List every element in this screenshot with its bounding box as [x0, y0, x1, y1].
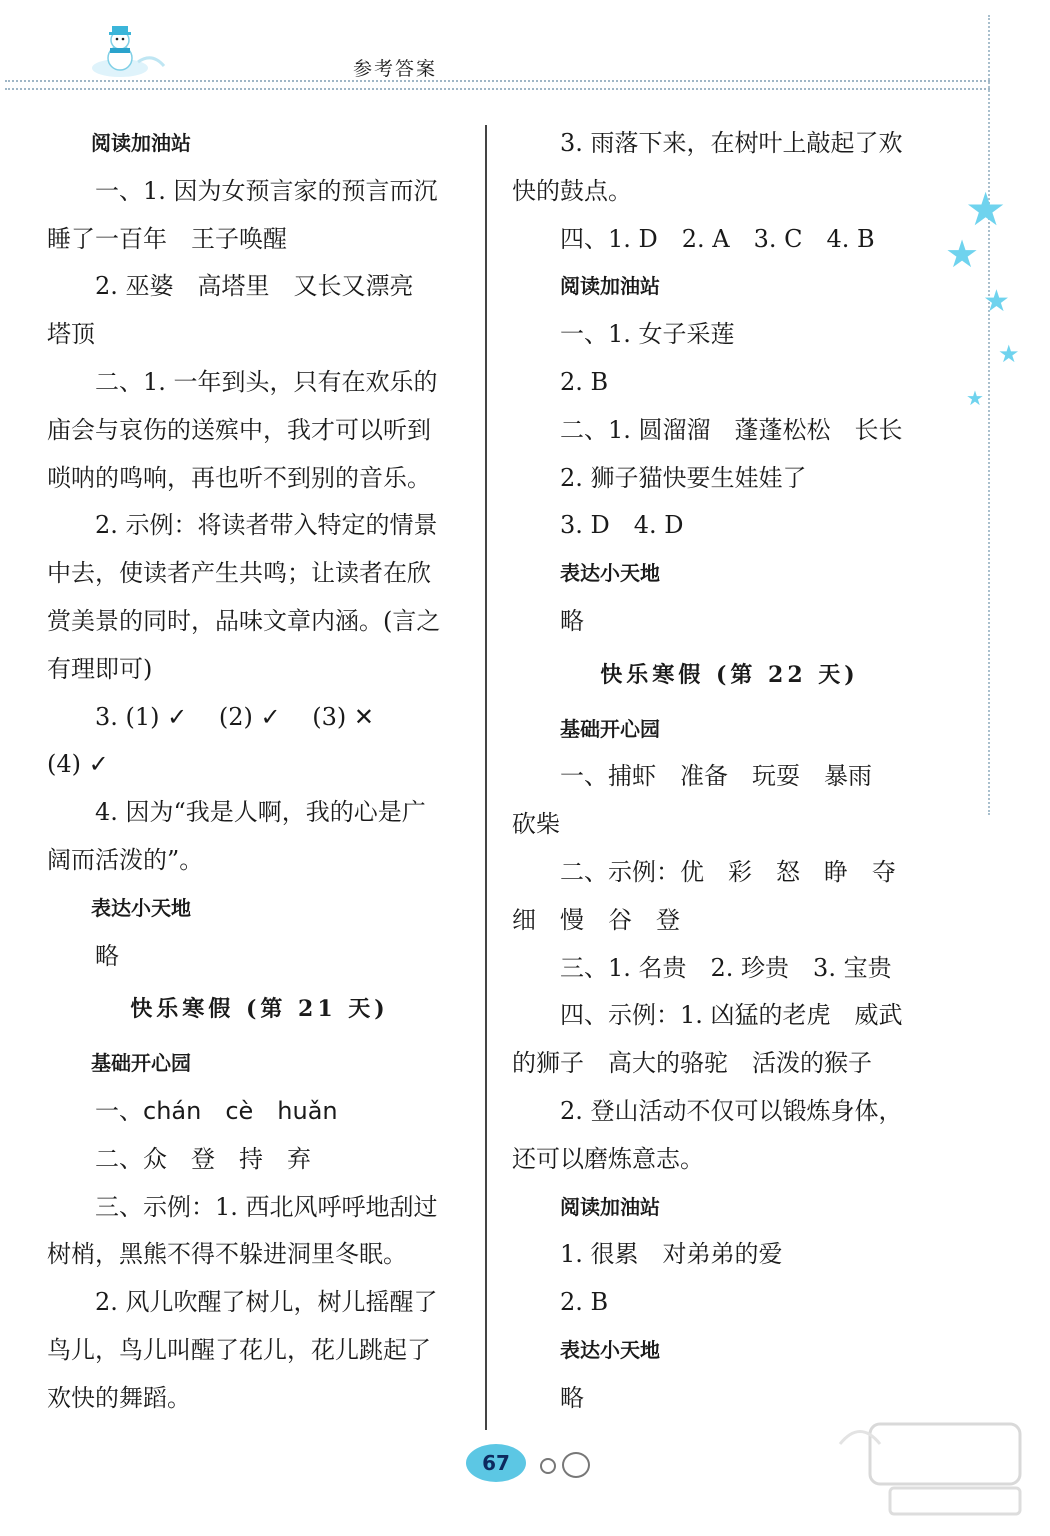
answer-line: 阔而活泼的”。 [47, 845, 204, 874]
answer-line: 快的鼓点。 [512, 176, 632, 205]
answer-line: 塔顶 [47, 320, 95, 349]
answer-line: 鸟儿，鸟儿叫醒了花儿，花儿跳起了 [47, 1335, 431, 1364]
ring-decoration-icon [562, 1452, 590, 1478]
section-heading: 表达小天地 [560, 561, 660, 586]
answer-line: 2. B [560, 367, 609, 396]
answer-line: 略 [95, 941, 119, 970]
left-column [47, 120, 472, 1423]
answer-line: 二、1. 一年到头，只有在欢乐的 [95, 367, 438, 396]
answer-line: 三、示例：1. 西北风呼呼地刮过 [95, 1192, 438, 1221]
pinyin-line: 一、chán cè huǎn [95, 1096, 338, 1125]
answer-line: 还可以磨炼意志。 [512, 1144, 704, 1173]
header-rule [5, 88, 990, 90]
answer-line: 二、1. 圆溜溜 蓬蓬松松 长长 [560, 415, 903, 444]
answer-line: 二、示例：优 彩 怒 睁 夺 [560, 857, 896, 886]
answer-line: 赏美景的同时，品味文章内涵。(言之 [47, 606, 441, 635]
answer-line: 中去，使读者产生共鸣；让读者在欣 [47, 559, 431, 588]
star-icon: ★ [983, 284, 1010, 319]
section-heading: 表达小天地 [560, 1337, 660, 1362]
ring-decoration-icon [540, 1458, 556, 1474]
header-title: 参考答案 [352, 58, 437, 80]
answer-line: 略 [560, 1383, 584, 1412]
answer-line: 的狮子 高大的骆驼 活泼的猴子 [512, 1049, 872, 1078]
answer-line: 四、1. D 2. A 3. C 4. B [560, 224, 875, 253]
star-icon: ★ [965, 182, 1007, 236]
answer-line: 有理即可) [47, 654, 153, 683]
day-title: 快乐寒假 (第 22 天) [600, 661, 859, 688]
answer-line: 2. 风儿吹醒了树儿，树儿摇醒了 [95, 1288, 438, 1317]
section-heading: 阅读加油站 [560, 274, 660, 299]
answer-line: 2. 登山活动不仅可以锻炼身体， [560, 1096, 903, 1125]
answer-line: 四、示例：1. 凶猛的老虎 威武 [560, 1001, 903, 1030]
edge-rule [988, 15, 990, 815]
answer-line: 2. 示例：将读者带入特定的情景 [95, 511, 438, 540]
answer-line: 唢呐的鸣响，再也听不到别的音乐。 [47, 463, 431, 492]
answer-line: 睡了一百年 王子唤醒 [47, 224, 287, 253]
answer-line: 二、众 登 持 弃 [95, 1144, 311, 1173]
section-heading: 基础开心园 [560, 716, 660, 741]
section-heading: 阅读加油站 [560, 1194, 660, 1219]
day-title: 快乐寒假 (第 21 天) [130, 996, 389, 1023]
column-divider [485, 125, 487, 1430]
star-icon: ★ [945, 232, 980, 276]
answer-line: 树梢，黑熊不得不躲进洞里冬眠。 [47, 1240, 407, 1269]
answer-line: 一、1. 因为女预言家的预言而沉 [95, 176, 438, 205]
section-heading: 基础开心园 [91, 1051, 191, 1076]
answer-line: 3. (1) ✓ (2) ✓ (3) ✕ [95, 702, 374, 731]
answer-line: 三、1. 名贵 2. 珍贵 3. 宝贵 [560, 953, 892, 982]
answer-line: 略 [560, 606, 584, 635]
section-heading: 阅读加油站 [91, 131, 191, 155]
answer-line: 砍柴 [512, 810, 560, 839]
answer-line: 2. B [560, 1288, 609, 1317]
answer-line: 2. 狮子猫快要生娃娃了 [560, 463, 807, 492]
answer-line: 3. 雨落下来，在树叶上敲起了欢 [560, 129, 903, 157]
answer-line: 4. 因为“我是人啊，我的心是广 [95, 798, 426, 827]
header-rule [5, 80, 990, 82]
answer-line: 2. 巫婆 高塔里 又长又漂亮 [95, 272, 414, 301]
answer-line: 3. D 4. D [560, 511, 684, 540]
answer-line: 庙会与哀伤的送殡中，我才可以听到 [47, 415, 431, 444]
star-icon: ★ [998, 340, 1020, 368]
answer-line: (4) ✓ [47, 750, 109, 779]
section-heading: 表达小天地 [91, 895, 191, 920]
watermark-logo [830, 1414, 1030, 1524]
answer-line: 一、捕虾 准备 玩耍 暴雨 [560, 762, 872, 791]
right-column [512, 120, 947, 1423]
answer-line: 欢快的舞蹈。 [47, 1383, 191, 1412]
answer-line: 1. 很累 对弟弟的爱 [560, 1240, 783, 1269]
page-number: 67 [466, 1444, 526, 1482]
star-icon: ★ [966, 386, 984, 410]
answer-line: 细 慢 谷 登 [512, 905, 680, 934]
answer-line: 一、1. 女子采莲 [560, 320, 735, 349]
